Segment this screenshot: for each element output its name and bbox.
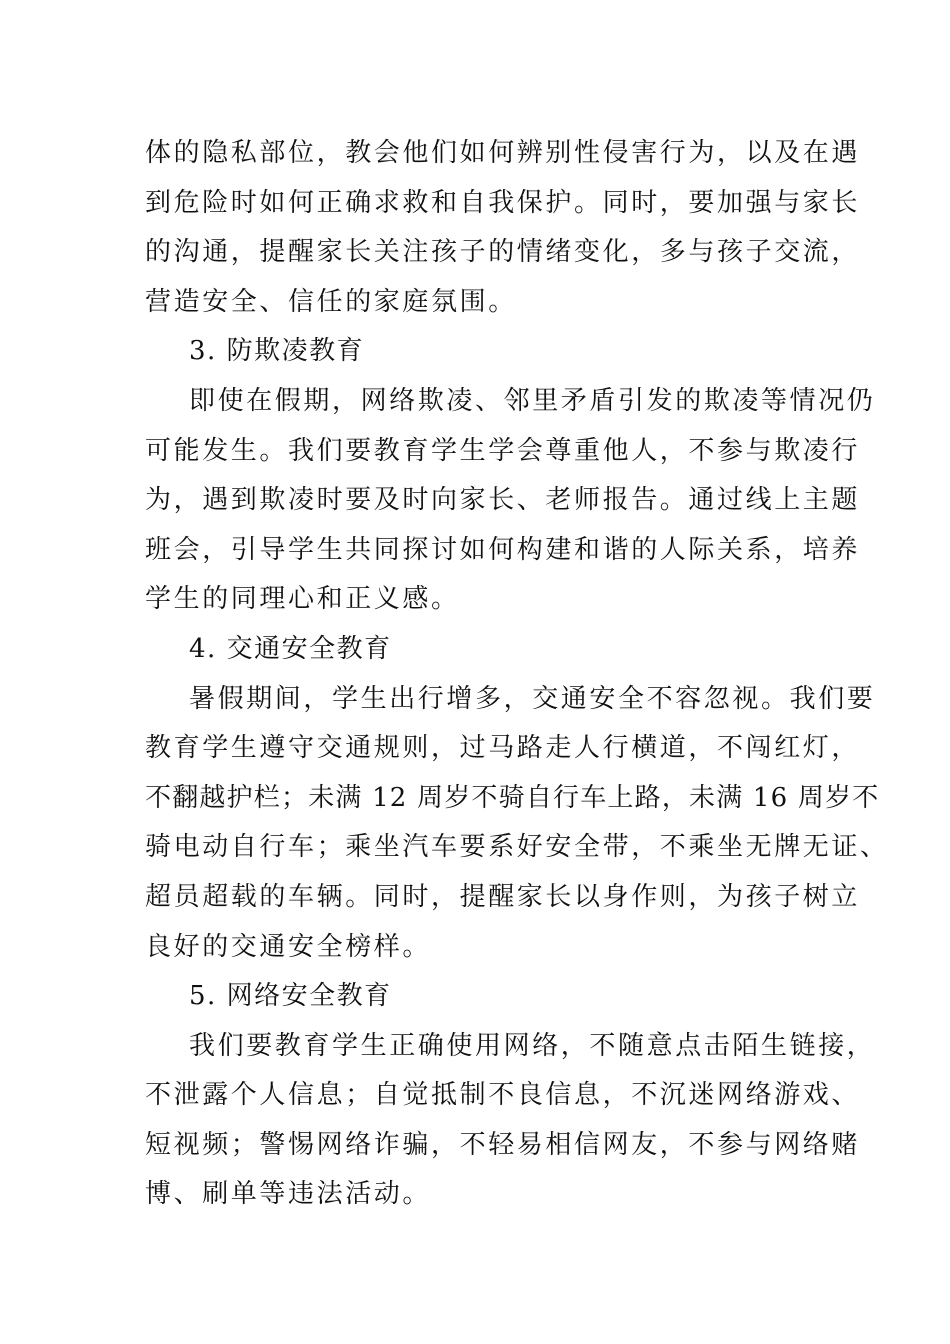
text-line: 超员超载的车辆。同时，提醒家长以身作则，为孩子树立 — [145, 881, 861, 912]
text-line: 教育学生遵守交通规则，过马路走人行横道，不闯红灯， — [145, 733, 861, 764]
text-line: 良好的交通安全榜样。 — [145, 931, 432, 962]
text-line: 体的隐私部位，教会他们如何辨别性侵害行为，以及在遇 — [145, 138, 861, 168]
text-line: 短视频；警惕网络诈骗，不轻易相信网友，不参与网络赌 — [145, 1129, 861, 1160]
text-line: 不翻越护栏；未满 12 周岁不骑自行车上路，未满 16 周岁不 — [145, 782, 880, 813]
text-line: 骑电动自行车；乘坐汽车要系好安全带，不乘坐无牌无证、 — [145, 832, 889, 863]
section-paragraph-anti-bullying — [145, 377, 876, 625]
text-line: 不泄露个人信息；自觉抵制不良信息，不沉迷网络游戏、 — [145, 1080, 861, 1111]
text-line: 营造安全、信任的家庭氛围。 — [145, 286, 517, 317]
text-line: 学生的同理心和正义感。 — [145, 584, 460, 615]
text-line: 可能发生。我们要教育学生学会尊重他人，不参与欺凌行 — [145, 435, 861, 466]
text-line: 为，遇到欺凌时要及时向家长、老师报告。通过线上主题 — [145, 485, 861, 516]
intro-paragraph — [145, 129, 861, 327]
text-line: 我们要教育学生正确使用网络，不随意点击陌生链接， — [189, 1030, 876, 1061]
text-line: 博、刷单等违法活动。 — [145, 1179, 432, 1210]
section-paragraph-internet-safety — [145, 1022, 876, 1220]
section-heading-internet-safety: 5. 网络安全教育 — [189, 981, 392, 1012]
section-heading-anti-bullying: 3. 防欺凌教育 — [189, 336, 365, 367]
text-line: 即使在假期，网络欺凌、邻里矛盾引发的欺凌等情况仍 — [189, 385, 876, 416]
text-line: 到危险时如何正确求救和自我保护。同时，要加强与家长 — [145, 187, 861, 218]
section-heading-traffic-safety: 4. 交通安全教育 — [189, 633, 392, 664]
section-paragraph-traffic-safety — [145, 675, 889, 973]
text-line: 的沟通，提醒家长关注孩子的情绪变化，多与孩子交流， — [145, 237, 861, 268]
text-line: 班会，引导学生共同探讨如何构建和谐的人际关系，培养 — [145, 534, 861, 565]
text-line: 暑假期间，学生出行增多，交通安全不容忽视。我们要 — [189, 683, 876, 714]
document-body — [145, 129, 889, 1220]
